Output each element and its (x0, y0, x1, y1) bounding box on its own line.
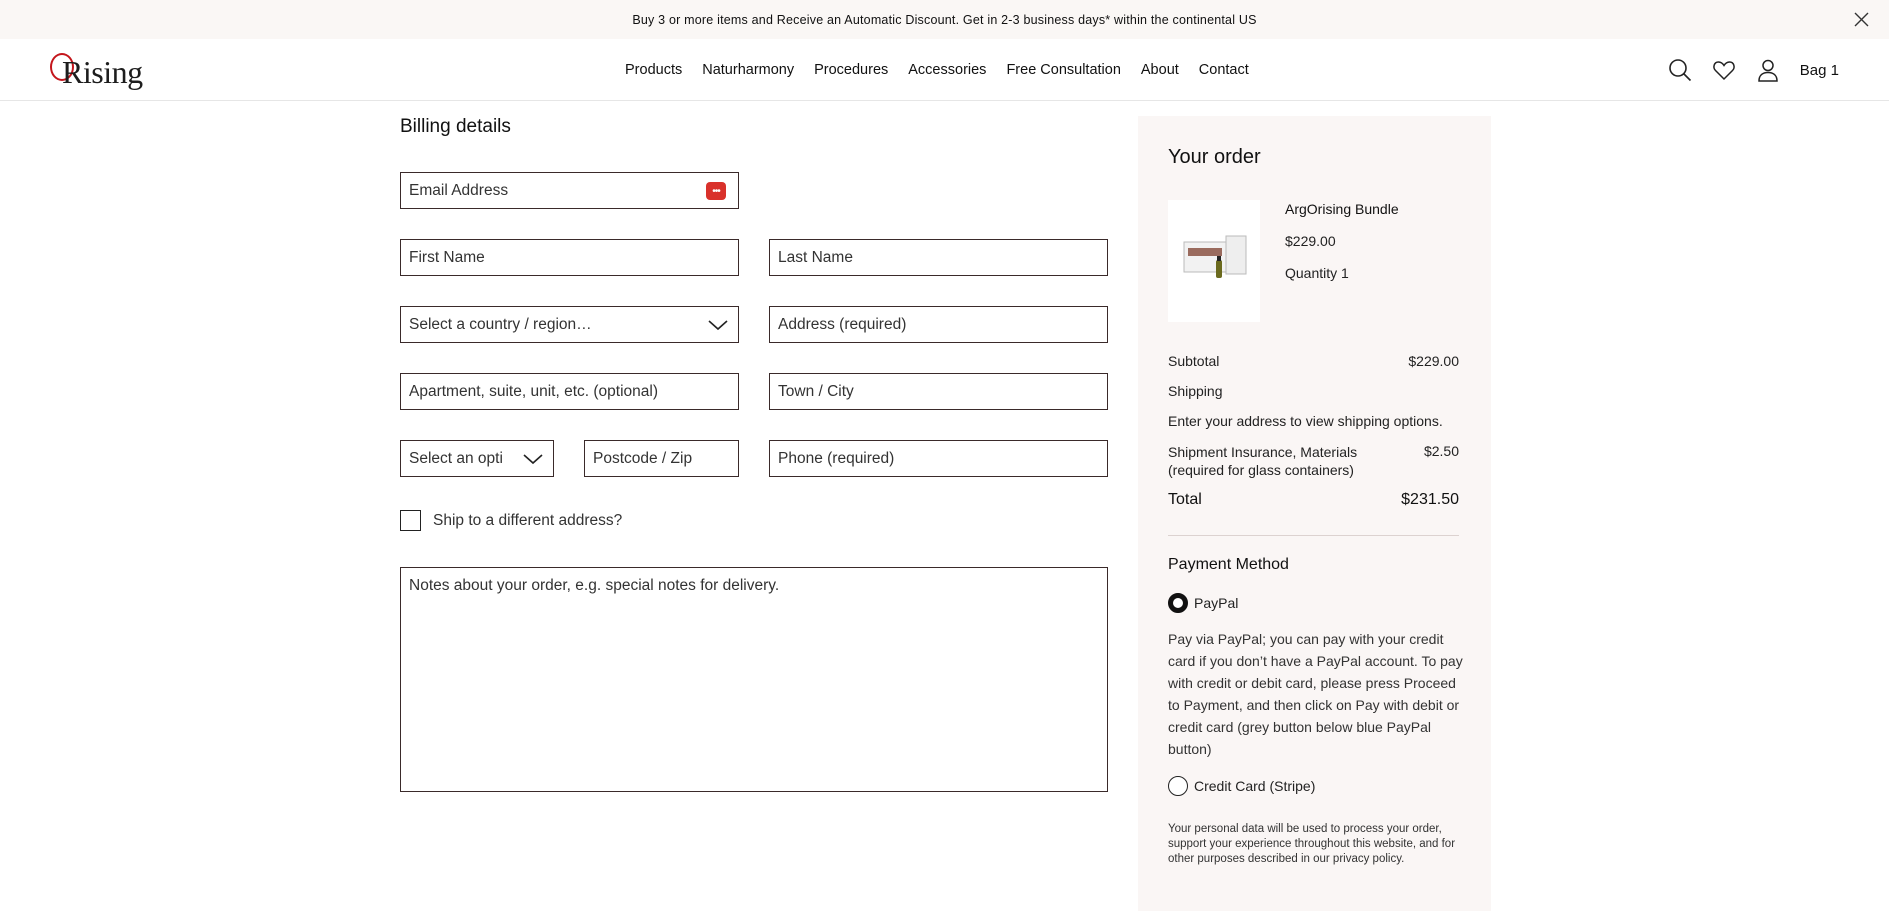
paypal-description: Pay via PayPal; you can pay with your credit card if you don’t have a PayPal account. To pay with credit or debit card, please press Proceed to Payment, and then click on Pay with debit or credit card (grey button below blue PayPal button) (1168, 631, 1463, 757)
order-notes-textarea[interactable] (400, 567, 1108, 792)
stripe-radio[interactable] (1168, 776, 1188, 796)
postcode-field[interactable] (584, 440, 739, 477)
subtotal-row (1168, 353, 1459, 369)
logo[interactable] (50, 51, 160, 91)
nav-item-contact[interactable]: Contact (1198, 62, 1249, 78)
order-notes-placeholder: Notes about your order, e.g. special notes for delivery. (409, 577, 780, 594)
state-select[interactable] (400, 440, 554, 477)
product-bundle-icon (1168, 200, 1260, 322)
total-row (1168, 491, 1459, 509)
product-price: $229.00 (1285, 233, 1336, 249)
close-icon[interactable] (1854, 12, 1869, 27)
phone-field[interactable] (769, 440, 1108, 477)
ship-different-checkbox[interactable] (400, 510, 421, 531)
nav-item-products[interactable]: Products (625, 62, 683, 78)
last-name-placeholder: Last Name (778, 248, 853, 266)
paypal-label[interactable]: PayPal (1194, 595, 1239, 611)
ship-different-row (400, 510, 622, 531)
total-value: $231.50 (1401, 491, 1459, 508)
subtotal-label: Subtotal (1168, 353, 1220, 369)
nav-item-about[interactable]: About (1140, 62, 1179, 78)
city-placeholder: Town / City (778, 382, 854, 400)
order-summary-panel (1138, 116, 1491, 911)
product-quantity: Quantity 1 (1285, 265, 1349, 281)
email-placeholder: Email Address (409, 181, 509, 199)
payment-method-heading: Payment Method (1168, 556, 1289, 573)
postcode-placeholder: Postcode / Zip (593, 449, 693, 467)
address-placeholder: Address (required) (778, 315, 907, 333)
divider (1168, 535, 1459, 536)
payment-option-paypal[interactable] (1168, 593, 1238, 613)
apartment-field[interactable] (400, 373, 739, 410)
heart-icon[interactable] (1712, 58, 1736, 82)
state-select-value: Select an opti (409, 449, 503, 467)
nav-item-naturharmony[interactable]: Naturharmony (702, 62, 795, 78)
insurance-label: Shipment Insurance, Materials (required for glass containers) (1168, 444, 1358, 478)
ship-different-label[interactable]: Ship to a different address? (433, 511, 623, 529)
total-label: Total (1168, 491, 1202, 508)
email-field[interactable] (400, 172, 739, 209)
password-manager-icon[interactable]: ••• (706, 182, 726, 200)
address-field[interactable] (769, 306, 1108, 343)
shipping-row (1168, 383, 1459, 399)
announcement-bar (0, 0, 1889, 39)
search-icon[interactable] (1668, 58, 1692, 82)
shipping-label: Shipping (1168, 383, 1223, 399)
chevron-down-icon (708, 319, 728, 331)
header-actions (1648, 39, 1839, 101)
product-image (1168, 200, 1260, 322)
phone-placeholder: Phone (required) (778, 449, 895, 467)
logo-text: Rising (62, 54, 143, 90)
stripe-label[interactable]: Credit Card (Stripe) (1194, 778, 1316, 794)
subtotal-value: $229.00 (1408, 353, 1459, 369)
site-header (0, 39, 1889, 101)
main-nav (625, 39, 1269, 101)
chevron-down-icon (523, 453, 543, 465)
paypal-radio[interactable] (1168, 593, 1188, 613)
shipping-note: Enter your address to view shipping options. (1168, 413, 1443, 429)
first-name-placeholder: First Name (409, 248, 485, 266)
billing-details-heading: Billing details (400, 116, 511, 137)
announcement-text: Buy 3 or more items and Receive an Automatic Discount. Get in 2-3 business days* within the continental US (632, 12, 1257, 27)
privacy-notice: Your personal data will be used to process your order, support your experience throughout this website, and for other purposes described in our privacy policy. (1168, 823, 1456, 865)
last-name-field[interactable] (769, 239, 1108, 276)
nav-item-procedures[interactable]: Procedures (814, 62, 889, 78)
apartment-placeholder: Apartment, suite, unit, etc. (optional) (409, 382, 658, 400)
order-title: Your order (1168, 146, 1261, 168)
country-select-value: Select a country / region… (409, 315, 592, 333)
user-icon[interactable] (1756, 58, 1780, 82)
nav-item-accessories[interactable]: Accessories (908, 62, 987, 78)
first-name-field[interactable] (400, 239, 739, 276)
payment-option-stripe[interactable] (1168, 776, 1315, 796)
city-field[interactable] (769, 373, 1108, 410)
bag-button[interactable]: Bag 1 (1799, 61, 1839, 79)
product-name: ArgOrising Bundle (1285, 201, 1399, 217)
nav-item-free-consultation[interactable]: Free Consultation (1006, 62, 1121, 78)
country-select[interactable] (400, 306, 739, 343)
insurance-value: $2.50 (1423, 443, 1459, 459)
